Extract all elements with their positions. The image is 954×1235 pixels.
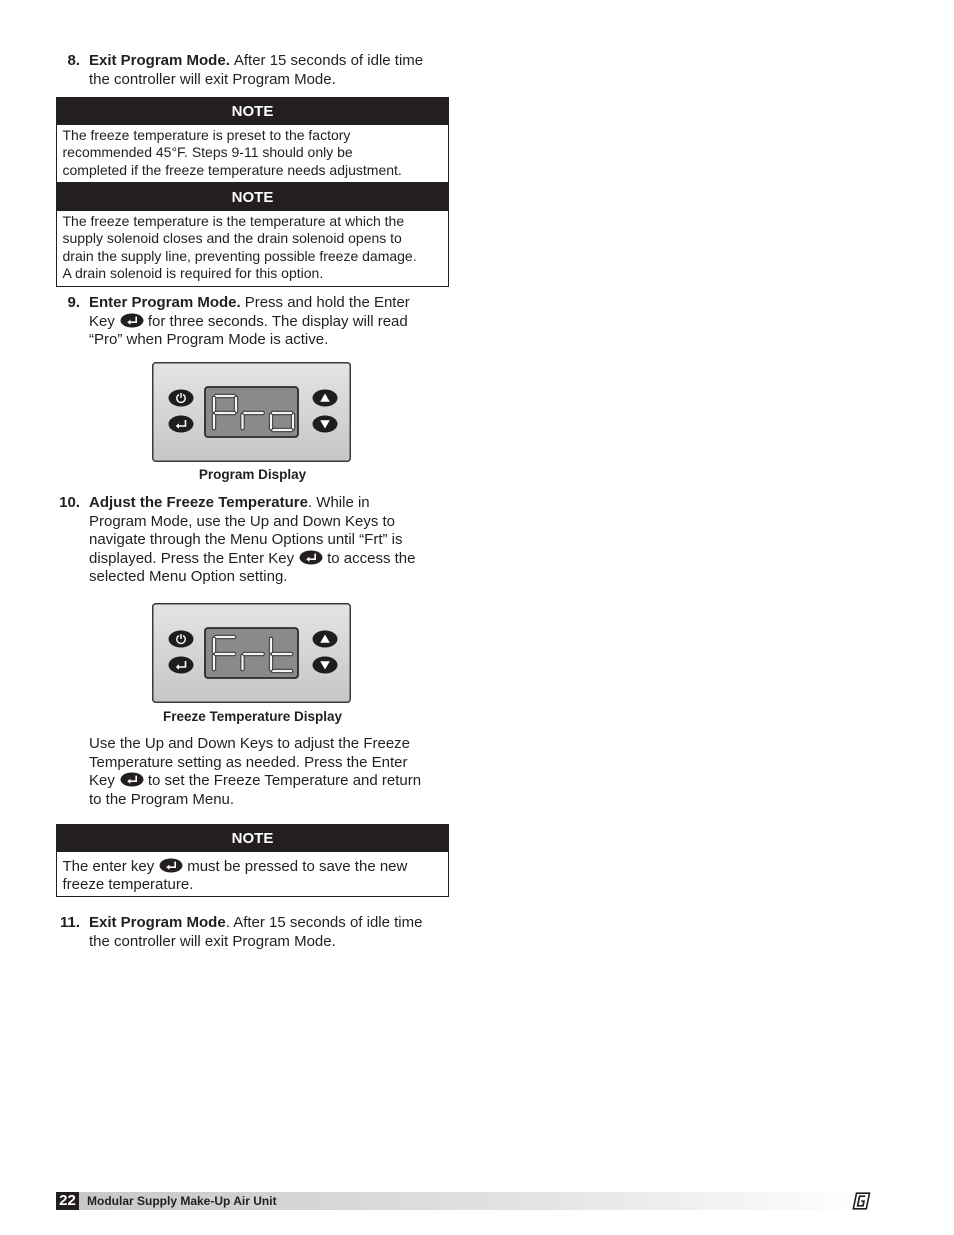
enter-key-icon	[120, 313, 144, 328]
note-segment: must be pressed to save the new	[187, 858, 408, 875]
enter-key-icon	[120, 772, 144, 787]
controller-figure-freeze	[152, 603, 351, 703]
enter-key-icon	[299, 550, 323, 565]
note-header: NOTE	[57, 98, 448, 125]
note-line: drain the supply line, preventing possible freeze damage.	[62, 247, 417, 264]
step-text-segment: Key	[89, 312, 115, 330]
step-text	[89, 914, 422, 951]
note-line: supply solenoid closes and the drain solenoid opens to	[62, 230, 402, 247]
paragraph-line: Temperature setting as needed. Press the Enter	[89, 753, 408, 771]
power-icon	[169, 390, 194, 407]
step-text-line: Press and hold the Enter	[244, 294, 410, 311]
note-body	[57, 852, 448, 893]
up-arrow-icon	[313, 631, 338, 648]
note-line: completed if the freeze temperature needs adjustment.	[62, 161, 402, 178]
step-number: 8.	[67, 52, 80, 69]
step-text-line: the controller will exit Program Mode.	[89, 70, 336, 88]
step-text-segment: to access the	[327, 549, 416, 567]
step-title: Exit Program Mode	[89, 914, 226, 931]
step-text-line: . While in	[307, 494, 370, 511]
power-icon	[169, 631, 194, 648]
down-arrow-icon	[313, 416, 338, 433]
paragraph-line: Use the Up and Down Keys to adjust the Freeze	[89, 735, 411, 752]
step-text	[89, 494, 416, 587]
step-text-segment: for three seconds. The display will read	[147, 312, 408, 330]
step-title: Adjust the Freeze Temperature	[89, 494, 308, 511]
note-box	[56, 824, 449, 897]
up-arrow-icon	[313, 390, 338, 407]
note-line: The freeze temperature is preset to the factory	[62, 127, 351, 143]
brand-logo	[851, 1192, 871, 1210]
page-number: 22	[56, 1192, 79, 1210]
step-text-line: navigate through the Menu Options until “Frt” is	[89, 531, 403, 549]
step-text-line: Program Mode, use the Up and Down Keys to	[89, 512, 395, 530]
controller-figure-program	[152, 362, 351, 462]
step-title: Enter Program Mode.	[89, 294, 241, 311]
note-box	[56, 97, 449, 183]
paragraph-segment: to set the Freeze Temperature and return	[147, 772, 422, 790]
note-line: A drain solenoid is required for this option.	[62, 265, 324, 282]
note-segment: The enter key	[62, 858, 155, 875]
step-number: 11.	[59, 914, 80, 931]
figure-caption: Program Display	[198, 467, 307, 482]
step-text-line: After 15 seconds of idle time	[233, 52, 424, 69]
step-title: Exit Program Mode.	[89, 52, 230, 69]
note-header: NOTE	[57, 825, 448, 852]
note-header: NOTE	[57, 184, 448, 211]
note-box	[56, 183, 449, 287]
note-body	[57, 211, 448, 283]
step-text-line: “Pro” when Program Mode is active.	[89, 331, 329, 349]
paragraph-text	[89, 735, 421, 809]
step-text-segment: displayed. Press the Enter Key	[89, 549, 295, 567]
enter-key-icon	[159, 858, 183, 873]
step-text	[89, 294, 410, 350]
down-arrow-icon	[313, 657, 338, 674]
step-number: 9.	[67, 294, 80, 311]
paragraph-segment: Key	[89, 772, 115, 790]
paragraph-line: to the Program Menu.	[89, 790, 235, 808]
step-text	[89, 52, 423, 89]
note-line: freeze temperature.	[62, 875, 194, 893]
figure-caption: Freeze Temperature Display	[162, 709, 343, 724]
enter-key-icon	[169, 657, 194, 674]
note-line: The freeze temperature is the temperature at which the	[62, 213, 405, 229]
step-text-line: . After 15 seconds of idle time	[225, 914, 423, 931]
step-text-line: selected Menu Option setting.	[89, 568, 288, 586]
step-number: 10.	[59, 494, 80, 511]
step-text-line: the controller will exit Program Mode.	[89, 932, 336, 950]
enter-key-icon	[169, 416, 194, 433]
note-line: recommended 45°F. Steps 9-11 should only be	[62, 144, 353, 161]
footer-title: Modular Supply Make-Up Air Unit	[87, 1194, 277, 1208]
note-body	[57, 125, 448, 179]
